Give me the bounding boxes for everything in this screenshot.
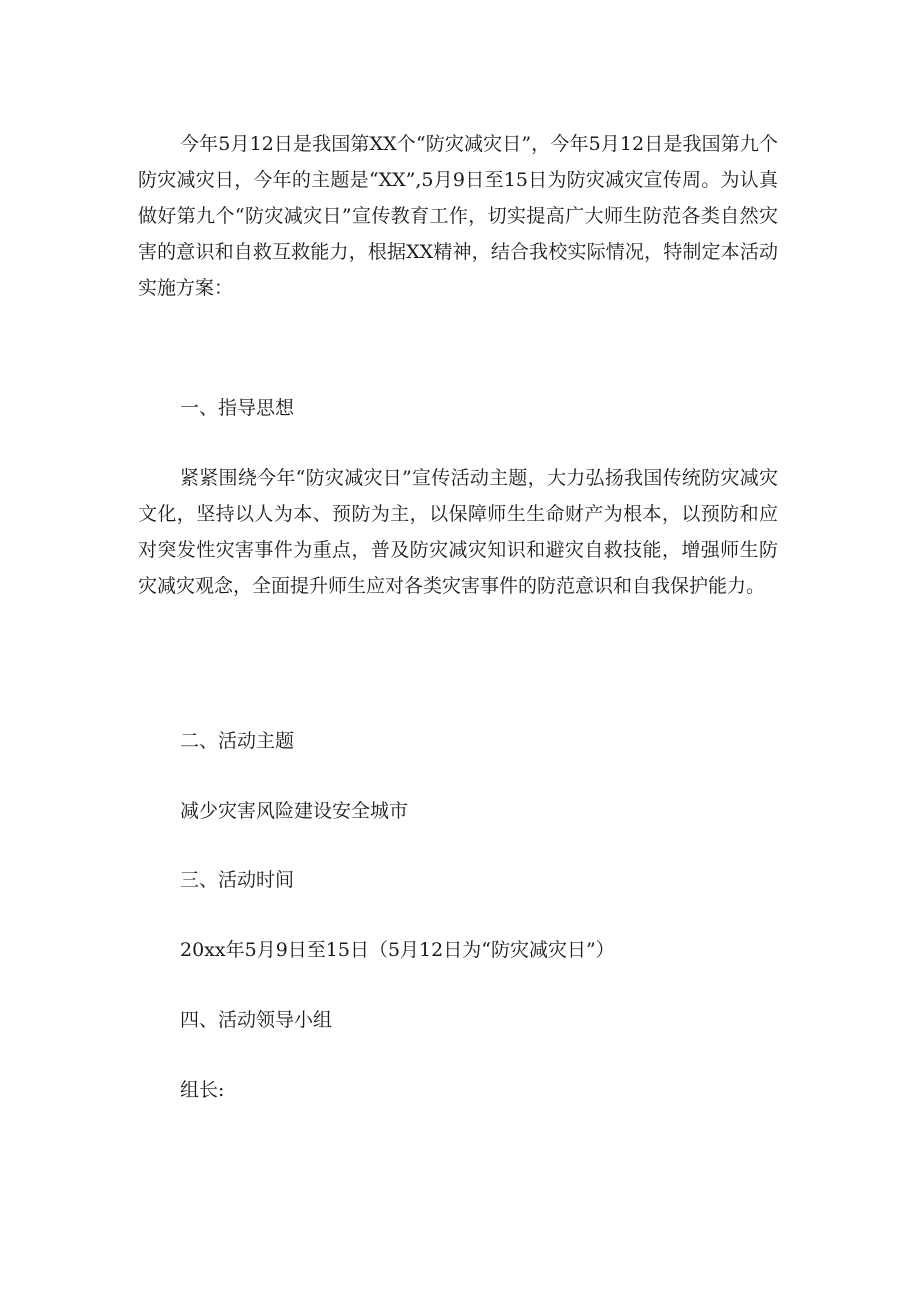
intro-paragraph: 今年5月12日是我国第XX个“防灾减灾日”，今年5月12日是我国第九个防灾减灾日，今年的主题是“XX”,5月9日至15日为防灾减灾宣传周。为认真做好第九个“防灾减灾日”宣传教育工作，切实提高广大师生防范各类自然灾害的意识和自救互救能力，根据XX精神，结合我校实际情况，特制定本活动实施方案：	[138, 133, 778, 299]
group-leader-label: 组长:	[180, 1079, 225, 1101]
section-heading-leading-group: 四、活动领导小组	[180, 1009, 333, 1031]
guiding-ideology-paragraph: 紧紧围绕今年“防灾减灾日”宣传活动主题，大力弘扬我国传统防灾减灾文化，坚持以人为本、预防为主，以保障师生生命财产为根本，以预防和应对突发性灾害事件为重点，普及防灾减灾知识和避灾自救技能，增强师生防灾减灾观念，全面提升师生应对各类灾害事件的防范意识和自我保护能力。	[138, 467, 778, 597]
section-heading-activity-time: 三、活动时间	[180, 869, 295, 891]
section-heading-guiding-ideology: 一、指导思想	[180, 397, 295, 419]
section-heading-activity-theme: 二、活动主题	[180, 730, 295, 752]
activity-time-text: 20xx年5月9日至15日（5月12日为“防灾减灾日”）	[180, 939, 615, 961]
activity-theme-text: 减少灾害风险建设安全城市	[180, 800, 409, 822]
